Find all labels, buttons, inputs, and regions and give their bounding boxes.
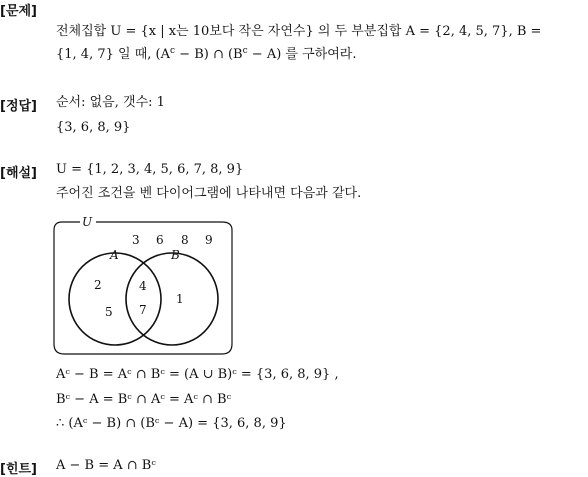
venn-both-4: 4 xyxy=(139,279,147,293)
hint-label: [힌트] xyxy=(0,462,37,477)
answer-line-1: 순서: 없음, 갯수: 1 xyxy=(56,95,165,110)
venn-outside-3: 3 xyxy=(132,233,140,247)
venn-outside-8: 8 xyxy=(181,233,189,247)
venn-outside-6: 6 xyxy=(156,233,164,247)
venn-diagram xyxy=(52,212,237,357)
explanation-eq-1: Aᶜ − B = Aᶜ ∩ Bᶜ = (A ∪ B)ᶜ = {3, 6, 8, 9} , xyxy=(56,367,339,382)
problem-line-2-part-1: {1, 4, 7} 일 때, (A xyxy=(56,47,170,62)
explanation-label: [해설] xyxy=(0,166,37,181)
explanation-eq-2: Bᶜ − A = Bᶜ ∩ Aᶜ = Aᶜ ∩ Bᶜ xyxy=(56,392,232,407)
explanation-eq-3: ∴ (Aᶜ − B) ∩ (Bᶜ − A) = {3, 6, 8, 9} xyxy=(56,416,287,431)
problem-line-1: 전체집합 U = {x | x는 10보다 작은 자연수} 의 두 부분집합 A = {2, 4, 5, 7}, B = xyxy=(56,24,542,39)
venn-outside-9: 9 xyxy=(205,233,213,247)
answer-label: [정답] xyxy=(0,99,37,114)
venn-set-b-label: B xyxy=(171,248,180,262)
venn-universe-label: U xyxy=(82,215,93,229)
venn-only-a-5: 5 xyxy=(105,305,113,319)
answer-line-2: {3, 6, 8, 9} xyxy=(56,120,131,135)
venn-only-a-2: 2 xyxy=(94,278,102,292)
problem-label: [문제] xyxy=(0,4,37,19)
problem-line-2: {1, 4, 7} 일 때, $(A^c - B)$ ∩ $(B^c - A)$ 를 구하여라. xyxy=(56,46,357,62)
venn-set-a-label: A xyxy=(110,248,119,262)
venn-only-b-1: 1 xyxy=(176,292,184,306)
hint-line-1: A − B = A ∩ Bᶜ xyxy=(56,458,156,473)
set-b-circle xyxy=(126,253,218,345)
venn-both-7: 7 xyxy=(139,303,147,317)
explanation-line-2: 주어진 조건을 벤 다이어그램에 나타내면 다음과 같다. xyxy=(56,186,362,201)
explanation-line-1: U = {1, 2, 3, 4, 5, 6, 7, 8, 9} xyxy=(56,162,244,177)
problem-line-2-part-2: − B) ∩ (B xyxy=(175,47,243,62)
set-a-circle xyxy=(69,253,161,345)
problem-line-2-part-3: − A) 를 구하여라. xyxy=(247,47,357,62)
